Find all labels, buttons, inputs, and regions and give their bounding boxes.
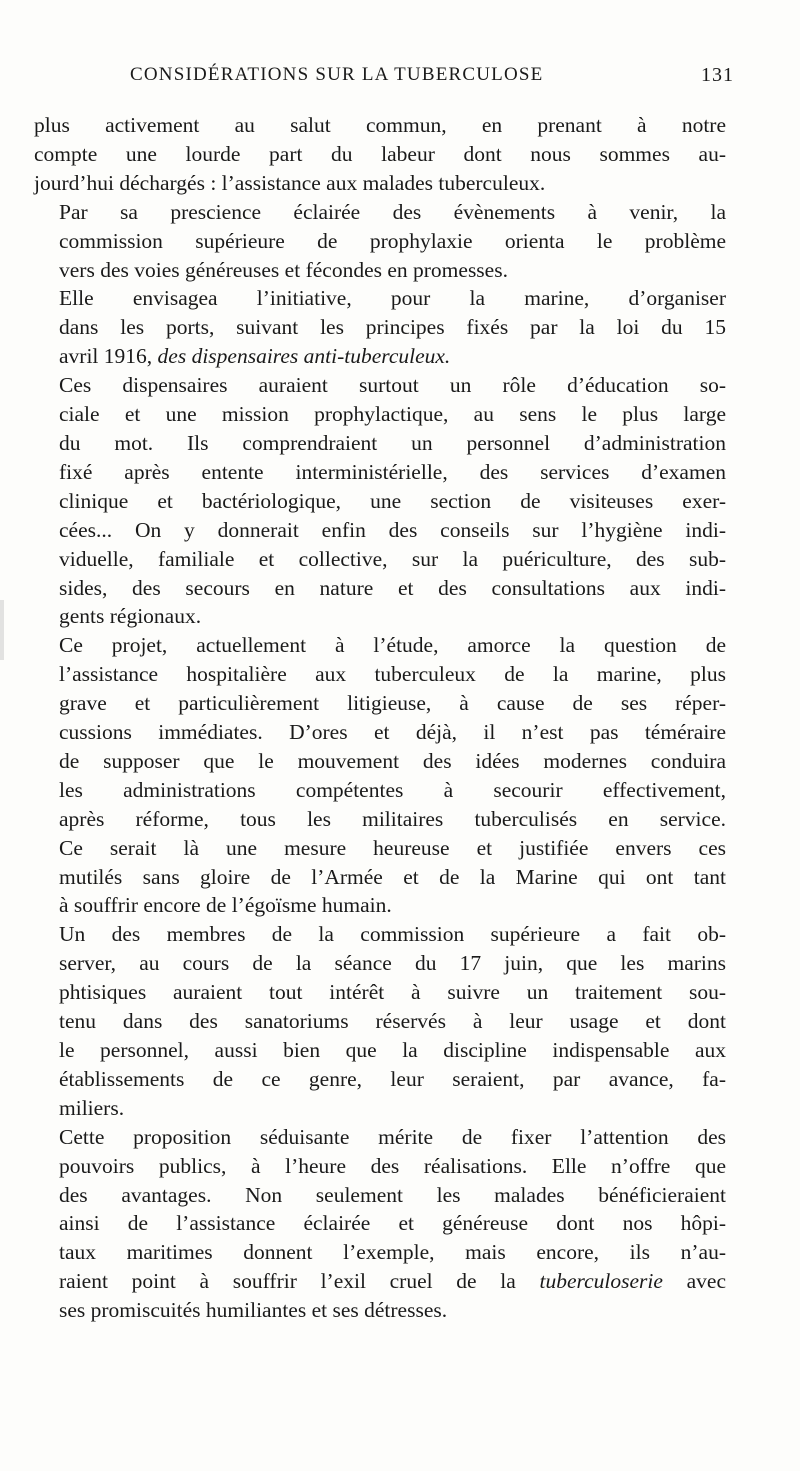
text-line: des avantages. Non seulement les malades bénéficieraient: [59, 1182, 726, 1207]
text-line: les administrations compétentes à secourir effectivement,: [59, 777, 726, 802]
text-line: fixé après entente interministérielle, des services d’examen: [59, 459, 726, 484]
text-line: pouvoirs publics, à l’heure des réalisations. Elle n’offre que: [59, 1153, 726, 1178]
text-line: l’assistance hospitalière aux tuberculeux de la marine, plus: [59, 662, 726, 687]
text-line: [34, 1267, 726, 1296]
text-line: jourd’hui déchargés : l’assistance aux malades tuberculeux.: [34, 170, 546, 195]
text-line: vers des voies généreuses et fécondes en promesses.: [59, 257, 508, 282]
paragraph-7: [34, 1123, 726, 1325]
text-line: du mot. Ils comprendraient un personnel d’administration: [59, 430, 726, 455]
paragraph-4: [34, 371, 726, 631]
text-segment: raient point à souffrir l’exil cruel de la: [59, 1269, 540, 1294]
page-number: 131: [701, 64, 734, 86]
text-line: dans les ports, suivant les principes fixés par la loi du 15: [59, 315, 726, 340]
text-segment: avril 1916,: [59, 344, 158, 369]
text-segment: avec: [662, 1269, 726, 1294]
text-line: mutilés sans gloire de l’Armée et de la Marine qui ont tant: [59, 864, 726, 889]
text-line: établissements de ce genre, leur seraient, par avance, fa-: [59, 1066, 726, 1091]
text-line: viduelle, familiale et collective, sur la puériculture, des sub-: [59, 546, 726, 571]
paragraph-2: [34, 198, 726, 285]
scan-edge-mark: [0, 600, 4, 660]
paragraph-3: [34, 284, 726, 371]
paragraph-5: [34, 631, 726, 920]
italic-word: tuberculoserie: [539, 1269, 663, 1294]
text-line: après réforme, tous les militaires tuberculisés en service.: [59, 806, 726, 831]
text-line: cussions immédiates. D’ores et déjà, il n’est pas téméraire: [59, 720, 726, 745]
text-line: taux maritimes donnent l’exemple, mais encore, ils n’au-: [59, 1240, 726, 1265]
text-line: ciale et une mission prophylactique, au sens le plus large: [59, 402, 726, 427]
text-line: phtisiques auraient tout intérêt à suivre un traitement sou-: [59, 980, 726, 1005]
running-header: [40, 64, 734, 94]
text-line: compte une lourde part du labeur dont nous sommes au-: [34, 141, 726, 166]
text-line: le personnel, aussi bien que la discipline indispensable aux: [59, 1038, 726, 1062]
text-line: commission supérieure de prophylaxie orienta le problème: [59, 228, 726, 253]
text-line: plus activement au salut commun, en prenant à notre: [34, 113, 726, 137]
running-title: CONSIDÉRATIONS SUR LA TUBERCULOSE: [130, 64, 544, 85]
text-line: à souffrir encore de l’égoïsme humain.: [59, 893, 392, 918]
text-line: grave et particulièrement litigieuse, à cause de ses réper-: [59, 691, 726, 716]
text-line: ainsi de l’assistance éclairée et généreuse dont nos hôpi-: [59, 1211, 726, 1236]
text-line: Elle envisagea l’initiative, pour la marine, d’organiser: [59, 286, 726, 311]
text-line: Ces dispensaires auraient surtout un rôle d’éducation so-: [59, 373, 726, 398]
text-line: Par sa prescience éclairée des évènements à venir, la: [59, 199, 726, 224]
paragraph-1: [34, 111, 726, 198]
text-line: server, au cours de la séance du 17 juin, que les marins: [59, 951, 726, 976]
text-line: Un des membres de la commission supérieure a fait ob-: [59, 922, 726, 947]
text-line: cées... On y donnerait enfin des conseils sur l’hygiène indi-: [59, 517, 726, 542]
paragraph-6: [34, 920, 726, 1122]
text-line: gents régionaux.: [59, 604, 202, 629]
text-line: Ce projet, actuellement à l’étude, amorce la question de: [59, 633, 726, 658]
text-line: tenu dans des sanatoriums réservés à leur usage et dont: [59, 1009, 726, 1034]
text-line: clinique et bactériologique, une section de visiteuses exer-: [59, 488, 726, 513]
text-line: miliers.: [59, 1095, 125, 1120]
italic-phrase: des dispensaires anti-tuberculeux.: [157, 344, 451, 369]
text-line: Ce serait là une mesure heureuse et justifiée envers ces: [59, 835, 726, 860]
text-line: de supposer que le mouvement des idées modernes conduira: [59, 748, 726, 773]
text-line: Cette proposition séduisante mérite de fixer l’attention des: [59, 1124, 726, 1149]
text-line: sides, des secours en nature et des consultations aux indi-: [59, 575, 726, 600]
body-text: [34, 111, 726, 1325]
text-line: ses promiscuités humiliantes et ses détresses.: [59, 1298, 448, 1323]
text-line: [34, 342, 726, 371]
